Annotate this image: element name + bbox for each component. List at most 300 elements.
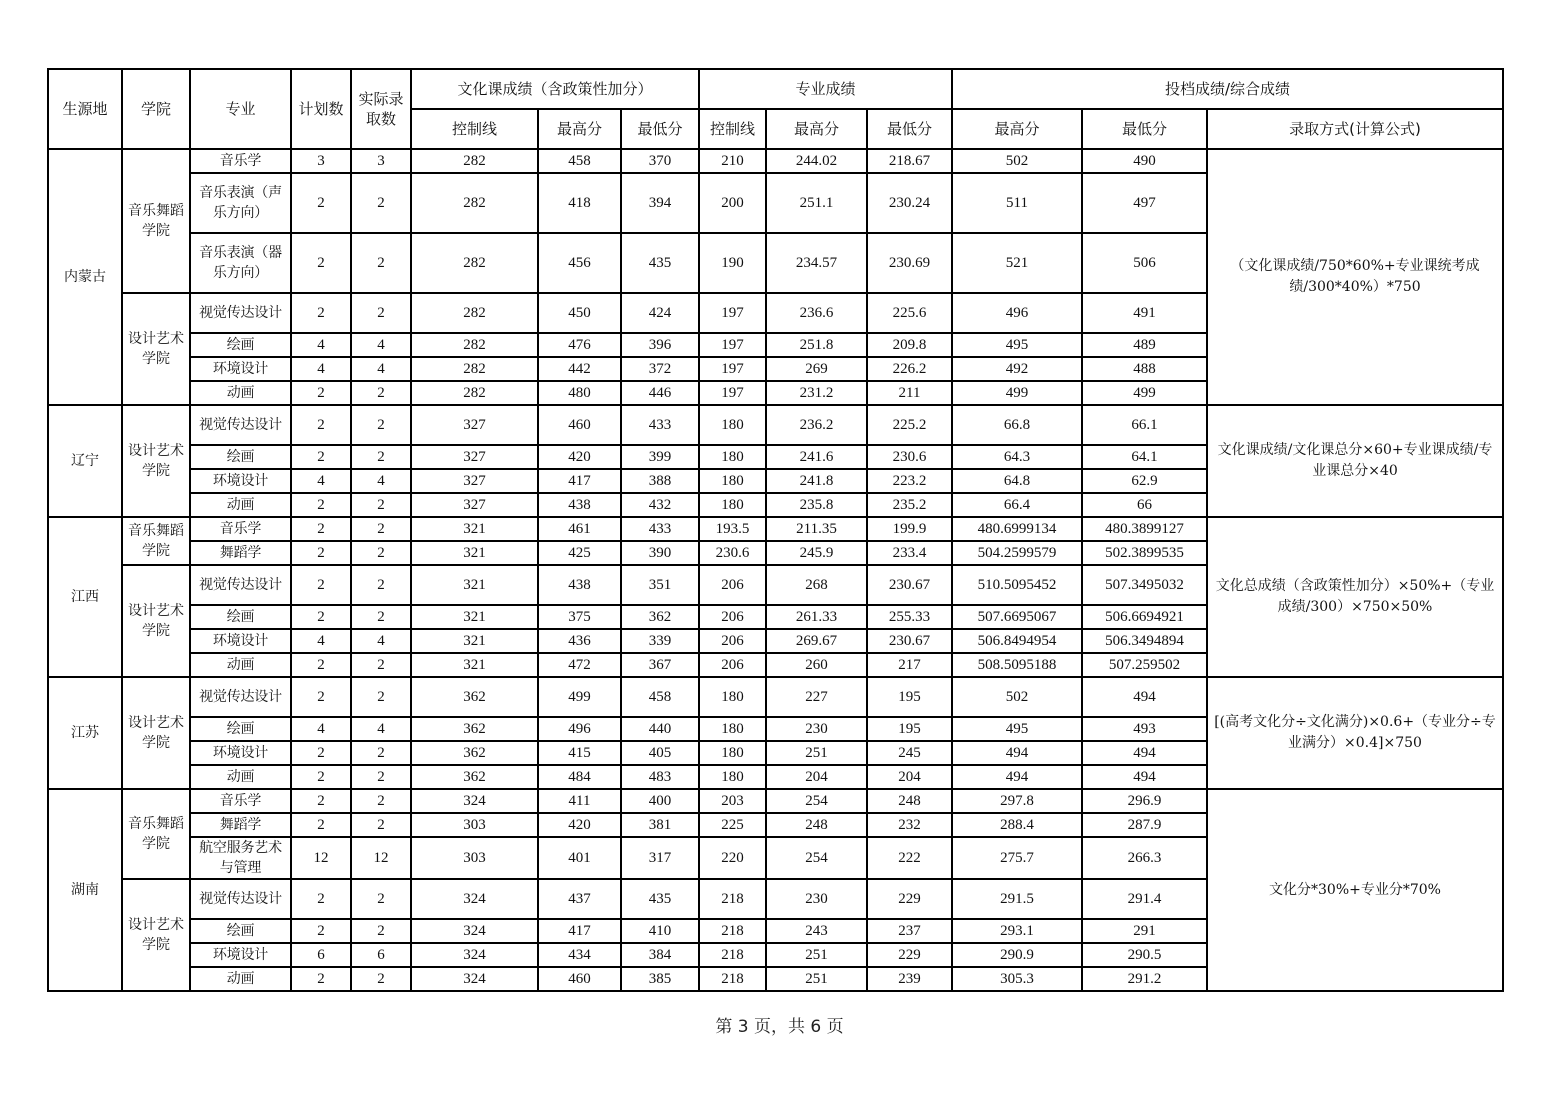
c-ctrl-cell: 282 — [411, 381, 538, 405]
major-cell: 舞蹈学 — [190, 813, 291, 837]
c-min-cell: 388 — [621, 469, 699, 493]
t-min-cell: 66 — [1082, 493, 1207, 517]
p-max-cell: 251 — [766, 967, 867, 991]
t-max-cell: 506.8494954 — [952, 629, 1082, 653]
p-ctrl-cell: 200 — [699, 173, 766, 233]
p-ctrl-cell: 180 — [699, 405, 766, 445]
p-max-cell: 251 — [766, 741, 867, 765]
t-max-cell: 305.3 — [952, 967, 1082, 991]
p-min-cell: 223.2 — [867, 469, 952, 493]
t-max-cell: 288.4 — [952, 813, 1082, 837]
p-ctrl-cell: 180 — [699, 493, 766, 517]
c-ctrl-cell: 321 — [411, 517, 538, 541]
c-min-cell: 433 — [621, 517, 699, 541]
major-cell: 动画 — [190, 967, 291, 991]
c-ctrl-cell: 282 — [411, 357, 538, 381]
p-min-cell: 233.4 — [867, 541, 952, 565]
plan-cell: 2 — [291, 517, 351, 541]
p-ctrl-cell: 210 — [699, 149, 766, 173]
actual-cell: 4 — [351, 629, 411, 653]
t-max-cell: 297.8 — [952, 789, 1082, 813]
c-ctrl-cell: 362 — [411, 677, 538, 717]
t-max-cell: 504.2599579 — [952, 541, 1082, 565]
p-max-cell: 230 — [766, 879, 867, 919]
c-min-cell: 424 — [621, 293, 699, 333]
header-total-group: 投档成绩/综合成绩 — [952, 69, 1503, 109]
p-min-cell: 222 — [867, 837, 952, 879]
header-plan: 计划数 — [291, 69, 351, 149]
t-min-cell: 497 — [1082, 173, 1207, 233]
c-ctrl-cell: 282 — [411, 293, 538, 333]
actual-cell: 2 — [351, 653, 411, 677]
admission-formula-cell: 文化课成绩/文化课总分×60+专业课成绩/专业课总分×40 — [1207, 405, 1503, 517]
plan-cell: 4 — [291, 333, 351, 357]
major-cell: 视觉传达设计 — [190, 565, 291, 605]
t-min-cell: 493 — [1082, 717, 1207, 741]
p-max-cell: 241.8 — [766, 469, 867, 493]
header-province: 生源地 — [48, 69, 122, 149]
header-total-min: 最低分 — [1082, 109, 1207, 149]
t-min-cell: 296.9 — [1082, 789, 1207, 813]
c-max-cell: 425 — [538, 541, 621, 565]
t-min-cell: 62.9 — [1082, 469, 1207, 493]
plan-cell: 4 — [291, 357, 351, 381]
actual-cell: 4 — [351, 333, 411, 357]
p-ctrl-cell: 193.5 — [699, 517, 766, 541]
p-ctrl-cell: 206 — [699, 629, 766, 653]
c-min-cell: 400 — [621, 789, 699, 813]
admission-table-page — [47, 68, 1504, 992]
p-max-cell: 248 — [766, 813, 867, 837]
plan-cell: 2 — [291, 541, 351, 565]
c-ctrl-cell: 327 — [411, 493, 538, 517]
p-min-cell: 225.2 — [867, 405, 952, 445]
t-min-cell: 291 — [1082, 919, 1207, 943]
t-max-cell: 502 — [952, 677, 1082, 717]
actual-cell: 2 — [351, 381, 411, 405]
table-body — [48, 149, 1503, 991]
plan-cell: 2 — [291, 789, 351, 813]
p-min-cell: 204 — [867, 765, 952, 789]
major-cell: 环境设计 — [190, 357, 291, 381]
admission-formula-cell: 文化总成绩（含政策性加分）×50%+（专业成绩/300）×750×50% — [1207, 517, 1503, 677]
college-cell: 设计艺术学院 — [122, 565, 190, 677]
p-ctrl-cell: 197 — [699, 293, 766, 333]
p-ctrl-cell: 206 — [699, 653, 766, 677]
p-min-cell: 255.33 — [867, 605, 952, 629]
t-max-cell: 495 — [952, 333, 1082, 357]
p-ctrl-cell: 197 — [699, 333, 766, 357]
p-min-cell: 239 — [867, 967, 952, 991]
plan-cell: 2 — [291, 445, 351, 469]
p-min-cell: 230.69 — [867, 233, 952, 293]
p-min-cell: 232 — [867, 813, 952, 837]
t-max-cell: 291.5 — [952, 879, 1082, 919]
p-max-cell: 251 — [766, 943, 867, 967]
t-min-cell: 291.4 — [1082, 879, 1207, 919]
p-ctrl-cell: 220 — [699, 837, 766, 879]
t-min-cell: 506.6694921 — [1082, 605, 1207, 629]
p-ctrl-cell: 180 — [699, 677, 766, 717]
plan-cell: 2 — [291, 381, 351, 405]
actual-cell: 2 — [351, 493, 411, 517]
actual-cell: 2 — [351, 677, 411, 717]
plan-cell: 2 — [291, 493, 351, 517]
admission-score-table — [47, 68, 1504, 992]
c-min-cell: 410 — [621, 919, 699, 943]
actual-cell: 2 — [351, 517, 411, 541]
c-ctrl-cell: 324 — [411, 789, 538, 813]
major-cell: 音乐表演（声乐方向） — [190, 173, 291, 233]
p-ctrl-cell: 218 — [699, 919, 766, 943]
province-cell: 辽宁 — [48, 405, 122, 517]
t-min-cell: 480.3899127 — [1082, 517, 1207, 541]
p-max-cell: 268 — [766, 565, 867, 605]
c-max-cell: 438 — [538, 565, 621, 605]
c-min-cell: 317 — [621, 837, 699, 879]
plan-cell: 4 — [291, 469, 351, 493]
c-ctrl-cell: 327 — [411, 469, 538, 493]
actual-cell: 2 — [351, 765, 411, 789]
college-cell: 设计艺术学院 — [122, 677, 190, 789]
major-cell: 视觉传达设计 — [190, 405, 291, 445]
p-ctrl-cell: 203 — [699, 789, 766, 813]
c-ctrl-cell: 324 — [411, 879, 538, 919]
c-min-cell: 435 — [621, 879, 699, 919]
major-cell: 动画 — [190, 653, 291, 677]
t-max-cell: 508.5095188 — [952, 653, 1082, 677]
major-cell: 动画 — [190, 765, 291, 789]
plan-cell: 4 — [291, 629, 351, 653]
c-max-cell: 375 — [538, 605, 621, 629]
t-min-cell: 488 — [1082, 357, 1207, 381]
college-cell: 设计艺术学院 — [122, 293, 190, 405]
major-cell: 动画 — [190, 381, 291, 405]
c-min-cell: 367 — [621, 653, 699, 677]
c-ctrl-cell: 321 — [411, 629, 538, 653]
p-min-cell: 229 — [867, 943, 952, 967]
c-max-cell: 442 — [538, 357, 621, 381]
c-ctrl-cell: 327 — [411, 445, 538, 469]
t-min-cell: 287.9 — [1082, 813, 1207, 837]
t-max-cell: 510.5095452 — [952, 565, 1082, 605]
c-min-cell: 390 — [621, 541, 699, 565]
header-formula: 录取方式(计算公式) — [1207, 109, 1503, 149]
p-ctrl-cell: 180 — [699, 717, 766, 741]
c-min-cell: 435 — [621, 233, 699, 293]
c-max-cell: 450 — [538, 293, 621, 333]
p-max-cell: 241.6 — [766, 445, 867, 469]
p-ctrl-cell: 218 — [699, 967, 766, 991]
p-max-cell: 236.2 — [766, 405, 867, 445]
p-min-cell: 237 — [867, 919, 952, 943]
plan-cell: 3 — [291, 149, 351, 173]
c-min-cell: 384 — [621, 943, 699, 967]
actual-cell: 4 — [351, 717, 411, 741]
college-cell: 音乐舞蹈学院 — [122, 149, 190, 293]
major-cell: 环境设计 — [190, 469, 291, 493]
actual-cell: 2 — [351, 405, 411, 445]
college-cell: 音乐舞蹈学院 — [122, 517, 190, 565]
p-min-cell: 225.6 — [867, 293, 952, 333]
actual-cell: 2 — [351, 789, 411, 813]
c-ctrl-cell: 282 — [411, 149, 538, 173]
c-max-cell: 434 — [538, 943, 621, 967]
actual-cell: 4 — [351, 357, 411, 381]
p-min-cell: 235.2 — [867, 493, 952, 517]
actual-cell: 2 — [351, 919, 411, 943]
p-min-cell: 230.6 — [867, 445, 952, 469]
table-row — [48, 517, 1503, 541]
c-max-cell: 411 — [538, 789, 621, 813]
actual-cell: 2 — [351, 173, 411, 233]
c-max-cell: 480 — [538, 381, 621, 405]
p-ctrl-cell: 180 — [699, 765, 766, 789]
p-min-cell: 199.9 — [867, 517, 952, 541]
c-max-cell: 437 — [538, 879, 621, 919]
actual-cell: 2 — [351, 445, 411, 469]
college-cell: 音乐舞蹈学院 — [122, 789, 190, 879]
actual-cell: 2 — [351, 541, 411, 565]
p-max-cell: 251.8 — [766, 333, 867, 357]
c-ctrl-cell: 282 — [411, 173, 538, 233]
c-max-cell: 460 — [538, 967, 621, 991]
major-cell: 音乐学 — [190, 149, 291, 173]
c-min-cell: 351 — [621, 565, 699, 605]
province-cell: 内蒙古 — [48, 149, 122, 405]
plan-cell: 2 — [291, 879, 351, 919]
c-ctrl-cell: 324 — [411, 943, 538, 967]
p-max-cell: 269.67 — [766, 629, 867, 653]
plan-cell: 2 — [291, 173, 351, 233]
p-max-cell: 251.1 — [766, 173, 867, 233]
t-min-cell: 507.259502 — [1082, 653, 1207, 677]
actual-cell: 12 — [351, 837, 411, 879]
c-max-cell: 401 — [538, 837, 621, 879]
c-max-cell: 417 — [538, 919, 621, 943]
p-ctrl-cell: 218 — [699, 879, 766, 919]
major-cell: 绘画 — [190, 333, 291, 357]
actual-cell: 2 — [351, 813, 411, 837]
p-max-cell: 234.57 — [766, 233, 867, 293]
t-min-cell: 506.3494894 — [1082, 629, 1207, 653]
header-culture-max: 最高分 — [538, 109, 621, 149]
t-max-cell: 290.9 — [952, 943, 1082, 967]
c-ctrl-cell: 362 — [411, 741, 538, 765]
c-ctrl-cell: 282 — [411, 233, 538, 293]
p-min-cell: 195 — [867, 717, 952, 741]
p-min-cell: 209.8 — [867, 333, 952, 357]
t-min-cell: 502.3899535 — [1082, 541, 1207, 565]
header-culture-min: 最低分 — [621, 109, 699, 149]
major-cell: 视觉传达设计 — [190, 677, 291, 717]
t-max-cell: 66.8 — [952, 405, 1082, 445]
t-min-cell: 506 — [1082, 233, 1207, 293]
p-min-cell: 195 — [867, 677, 952, 717]
p-min-cell: 230.24 — [867, 173, 952, 233]
t-max-cell: 511 — [952, 173, 1082, 233]
c-ctrl-cell: 324 — [411, 919, 538, 943]
p-ctrl-cell: 206 — [699, 605, 766, 629]
c-min-cell: 440 — [621, 717, 699, 741]
actual-cell: 2 — [351, 741, 411, 765]
plan-cell: 4 — [291, 717, 351, 741]
c-max-cell: 415 — [538, 741, 621, 765]
p-ctrl-cell: 197 — [699, 381, 766, 405]
province-cell: 湖南 — [48, 789, 122, 991]
header-culture-group: 文化课成绩（含政策性加分） — [411, 69, 699, 109]
p-min-cell: 226.2 — [867, 357, 952, 381]
c-min-cell: 362 — [621, 605, 699, 629]
t-min-cell: 64.1 — [1082, 445, 1207, 469]
c-ctrl-cell: 324 — [411, 967, 538, 991]
plan-cell: 12 — [291, 837, 351, 879]
c-ctrl-cell: 327 — [411, 405, 538, 445]
c-max-cell: 499 — [538, 677, 621, 717]
major-cell: 绘画 — [190, 919, 291, 943]
p-max-cell: 269 — [766, 357, 867, 381]
major-cell: 音乐表演（器乐方向） — [190, 233, 291, 293]
p-min-cell: 218.67 — [867, 149, 952, 173]
c-min-cell: 370 — [621, 149, 699, 173]
p-ctrl-cell: 180 — [699, 469, 766, 493]
p-max-cell: 243 — [766, 919, 867, 943]
t-min-cell: 489 — [1082, 333, 1207, 357]
province-cell: 江西 — [48, 517, 122, 677]
page-number: 第 3 页，共 6 页 — [715, 1017, 844, 1037]
header-professional-group: 专业成绩 — [699, 69, 952, 109]
t-min-cell: 290.5 — [1082, 943, 1207, 967]
plan-cell: 6 — [291, 943, 351, 967]
p-ctrl-cell: 230.6 — [699, 541, 766, 565]
c-min-cell: 394 — [621, 173, 699, 233]
major-cell: 环境设计 — [190, 741, 291, 765]
p-ctrl-cell: 218 — [699, 943, 766, 967]
c-max-cell: 436 — [538, 629, 621, 653]
c-ctrl-cell: 303 — [411, 813, 538, 837]
p-ctrl-cell: 206 — [699, 565, 766, 605]
c-ctrl-cell: 321 — [411, 605, 538, 629]
t-min-cell: 494 — [1082, 741, 1207, 765]
t-max-cell: 293.1 — [952, 919, 1082, 943]
t-min-cell: 266.3 — [1082, 837, 1207, 879]
major-cell: 音乐学 — [190, 517, 291, 541]
province-cell: 江苏 — [48, 677, 122, 789]
c-min-cell: 396 — [621, 333, 699, 357]
c-max-cell: 438 — [538, 493, 621, 517]
p-ctrl-cell: 190 — [699, 233, 766, 293]
p-min-cell: 230.67 — [867, 565, 952, 605]
p-max-cell: 211.35 — [766, 517, 867, 541]
t-max-cell: 275.7 — [952, 837, 1082, 879]
table-header — [48, 69, 1503, 149]
p-min-cell: 245 — [867, 741, 952, 765]
major-cell: 环境设计 — [190, 943, 291, 967]
college-cell: 设计艺术学院 — [122, 879, 190, 991]
c-min-cell: 458 — [621, 677, 699, 717]
c-min-cell: 381 — [621, 813, 699, 837]
college-cell: 设计艺术学院 — [122, 405, 190, 517]
table-row — [48, 677, 1503, 717]
major-cell: 航空服务艺术与管理 — [190, 837, 291, 879]
c-max-cell: 420 — [538, 445, 621, 469]
t-max-cell: 480.6999134 — [952, 517, 1082, 541]
major-cell: 视觉传达设计 — [190, 293, 291, 333]
c-ctrl-cell: 321 — [411, 565, 538, 605]
actual-cell: 2 — [351, 293, 411, 333]
p-ctrl-cell: 180 — [699, 445, 766, 469]
c-max-cell: 460 — [538, 405, 621, 445]
p-max-cell: 227 — [766, 677, 867, 717]
header-total-max: 最高分 — [952, 109, 1082, 149]
p-max-cell: 231.2 — [766, 381, 867, 405]
actual-cell: 6 — [351, 943, 411, 967]
p-min-cell: 248 — [867, 789, 952, 813]
t-max-cell: 66.4 — [952, 493, 1082, 517]
c-min-cell: 433 — [621, 405, 699, 445]
p-min-cell: 230.67 — [867, 629, 952, 653]
p-min-cell: 217 — [867, 653, 952, 677]
c-max-cell: 420 — [538, 813, 621, 837]
actual-cell: 4 — [351, 469, 411, 493]
c-max-cell: 484 — [538, 765, 621, 789]
c-ctrl-cell: 321 — [411, 653, 538, 677]
p-max-cell: 244.02 — [766, 149, 867, 173]
major-cell: 绘画 — [190, 445, 291, 469]
c-max-cell: 458 — [538, 149, 621, 173]
c-max-cell: 461 — [538, 517, 621, 541]
t-min-cell: 499 — [1082, 381, 1207, 405]
p-max-cell: 254 — [766, 789, 867, 813]
plan-cell: 2 — [291, 405, 351, 445]
header-major: 专业 — [190, 69, 291, 149]
p-max-cell: 260 — [766, 653, 867, 677]
t-max-cell: 507.6695067 — [952, 605, 1082, 629]
p-max-cell: 261.33 — [766, 605, 867, 629]
c-ctrl-cell: 282 — [411, 333, 538, 357]
p-ctrl-cell: 180 — [699, 741, 766, 765]
t-max-cell: 496 — [952, 293, 1082, 333]
table-row — [48, 789, 1503, 813]
plan-cell: 2 — [291, 813, 351, 837]
plan-cell: 2 — [291, 653, 351, 677]
header-professional-min: 最低分 — [867, 109, 952, 149]
actual-cell: 2 — [351, 879, 411, 919]
actual-cell: 2 — [351, 565, 411, 605]
admission-formula-cell: [(高考文化分÷文化满分)×0.6+（专业分÷专业满分）×0.4]×750 — [1207, 677, 1503, 789]
plan-cell: 2 — [291, 293, 351, 333]
t-max-cell: 502 — [952, 149, 1082, 173]
t-min-cell: 494 — [1082, 765, 1207, 789]
actual-cell: 2 — [351, 233, 411, 293]
p-min-cell: 229 — [867, 879, 952, 919]
c-min-cell: 372 — [621, 357, 699, 381]
p-max-cell: 254 — [766, 837, 867, 879]
header-professional-max: 最高分 — [766, 109, 867, 149]
major-cell: 音乐学 — [190, 789, 291, 813]
t-min-cell: 490 — [1082, 149, 1207, 173]
c-min-cell: 483 — [621, 765, 699, 789]
t-max-cell: 494 — [952, 765, 1082, 789]
c-max-cell: 418 — [538, 173, 621, 233]
t-min-cell: 66.1 — [1082, 405, 1207, 445]
plan-cell: 2 — [291, 741, 351, 765]
t-min-cell: 291.2 — [1082, 967, 1207, 991]
c-ctrl-cell: 321 — [411, 541, 538, 565]
major-cell: 舞蹈学 — [190, 541, 291, 565]
p-max-cell: 245.9 — [766, 541, 867, 565]
t-min-cell: 494 — [1082, 677, 1207, 717]
